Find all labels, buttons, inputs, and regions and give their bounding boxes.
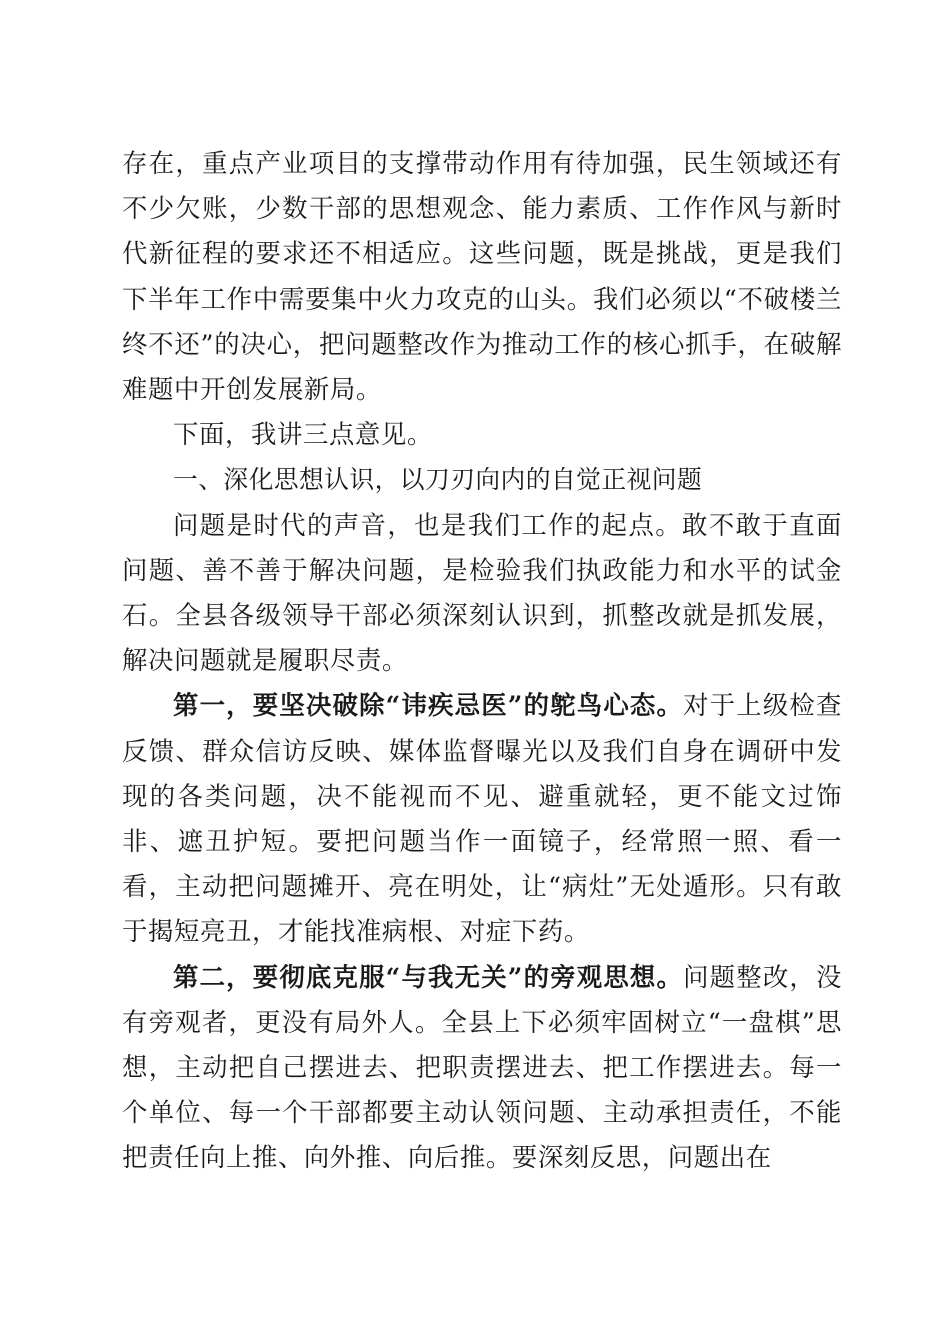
body-paragraph-continued: 存在，重点产业项目的支撑带动作用有待加强，民生领域还有不少欠账，少数干部的思想观念、能力素质、工作作风与新时代新征程的要求还不相适应。这些问题，既是挑战，更是我们下半年工作中需要集中火力攻克的山头。我们必须以“不破楼兰终不还”的决心，把问题整改作为推动工作的核心抓手，在破解难题中开创发展新局。 (122, 148, 842, 405)
document-body (122, 141, 842, 1181)
body-paragraph-section-1: 问题是时代的声音，也是我们工作的起点。敢不敢于直面问题、善不善于解决问题，是检验我们执政能力和水平的试金石。全县各级领导干部必须深刻认识到，抓整改就是抓发展，解决问题就是履职尽责。 (122, 509, 842, 676)
point-1-text: 对于上级检查反馈、群众信访反映、媒体监督曝光以及我们自身在调研中发现的各类问题，决不能视而不见、避重就轻，更不能文过饰非、遮丑护短。要把问题当作一面镜子，经常照一照、看一看，主动把问题摊开、亮在明处，让“病灶”无处遁形。只有敢于揭短亮丑，才能找准病根、对症下药。 (122, 690, 842, 947)
body-paragraph-intro: 下面，我讲三点意见。 (173, 419, 433, 450)
point-1-lead: 第一，要坚决破除“讳疾忌医”的鸵鸟心态。 (173, 690, 684, 721)
point-2-text: 问题整改，没有旁观者，更没有局外人。全县上下必须牢固树立“一盘棋”思想，主动把自己摆进去、把职责摆进去、把工作摆进去。每一个单位、每一个干部都要主动认领问题、主动承担责任，不能把责任向上推、向外推、向后推。要深刻反思，问题出在 (122, 961, 842, 1173)
section-heading-1: 一、深化思想认识，以刀刃向内的自觉正视问题 (173, 465, 703, 495)
point-2-lead: 第二，要彻底克服“与我无关”的旁观思想。 (173, 961, 684, 992)
body-paragraph-point-2 (122, 955, 842, 1181)
body-paragraph-point-1 (122, 683, 842, 954)
